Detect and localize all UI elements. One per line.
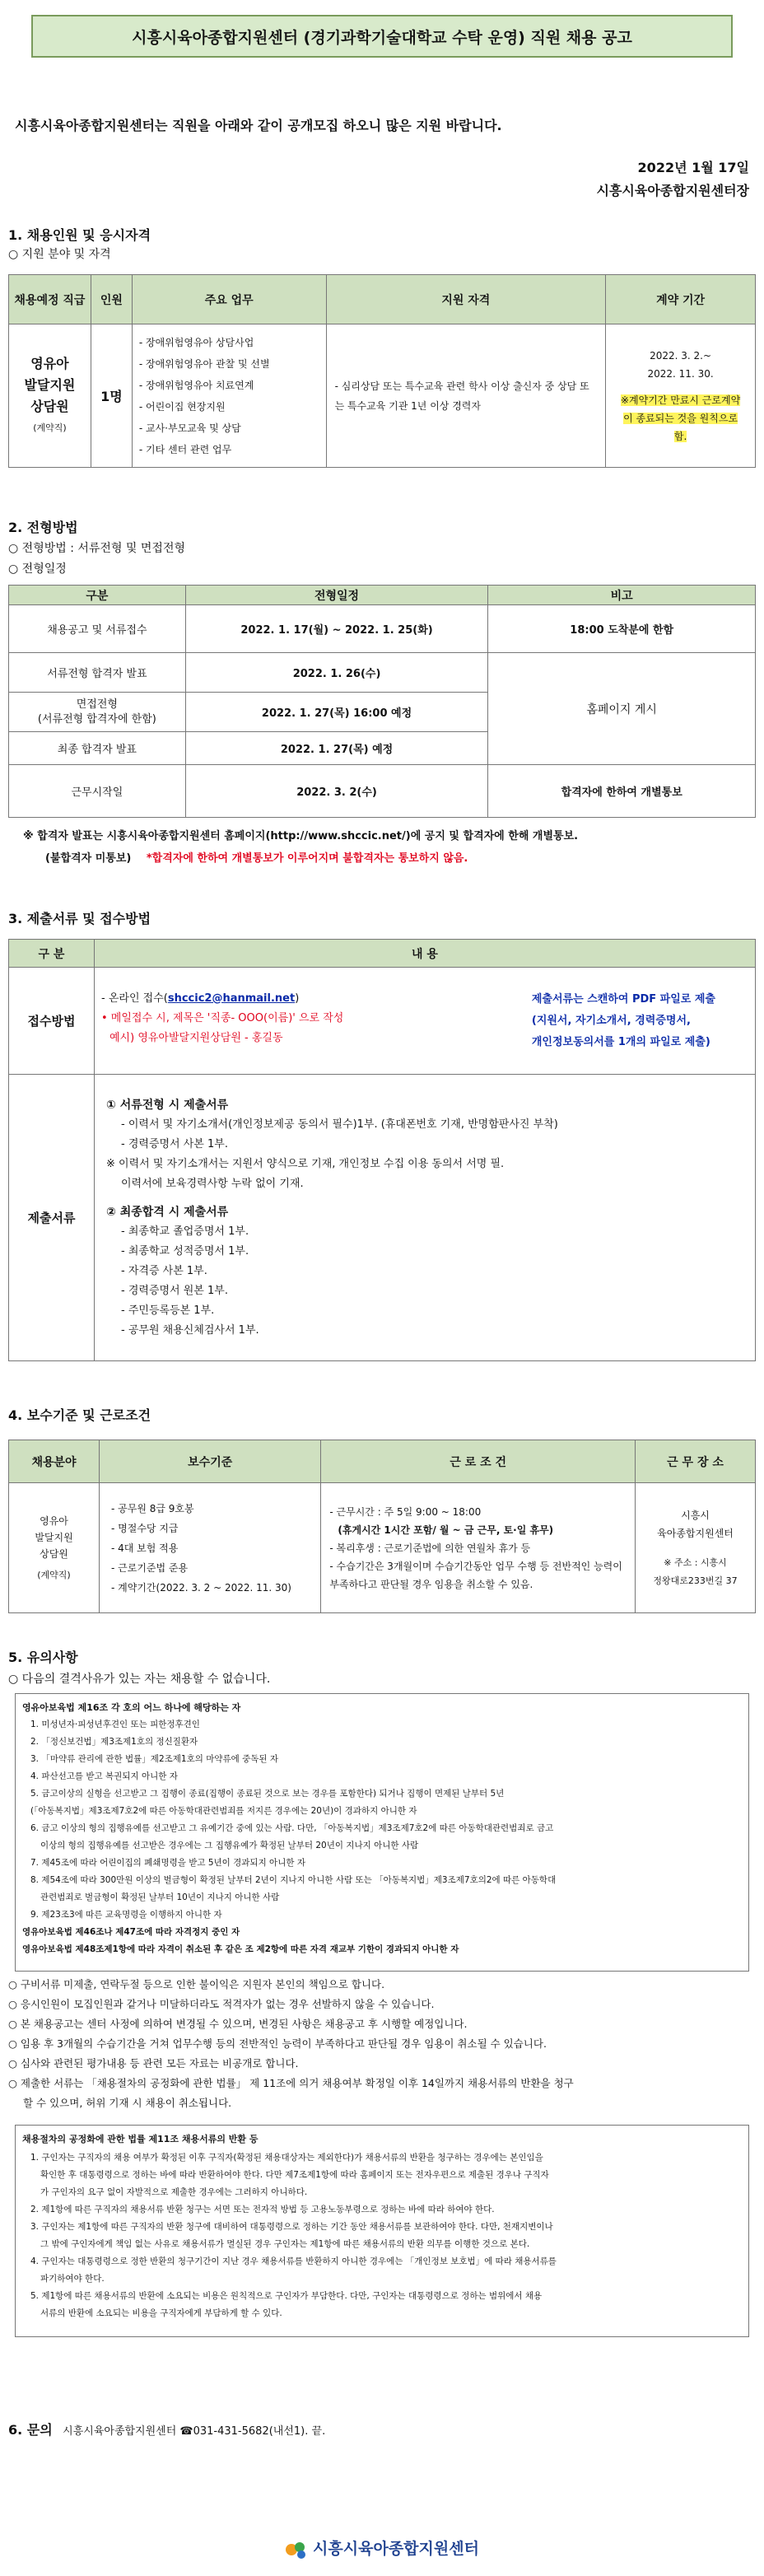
period-start: 2022. 3. 2.~ xyxy=(650,349,712,362)
duties-cell xyxy=(132,324,326,468)
qualification-cell: - 심리상담 또는 특수교육 관련 학사 이상 출신자 중 상담 또는 특수교육 기관 1년 이상 경력자 xyxy=(326,324,606,468)
box-item: 8. 제54조에 따라 300만원 이상의 벌금형이 확정된 날부터 2년이 지나지 아니한 사람 또는 「아동복지법」제3조제7호의2에 따른 아동학대 xyxy=(30,1875,557,1885)
th-place: 근 무 장 소 xyxy=(636,1440,756,1483)
center-logo-icon xyxy=(285,2540,308,2560)
docs-item: - 경력증명서 사본 1부. xyxy=(121,1137,228,1150)
box-item: 9. 제23조3에 따른 교육명령을 이행하지 아니한 자 xyxy=(30,1910,222,1920)
box-foot2: 영유아보육법 제48조제1항에 따라 자격이 취소된 후 같은 조 제2항에 따른 자격 재교부 기한이 경과되지 아니한 자 xyxy=(22,1944,459,1954)
law-title: 채용절차의 공정화에 관한 법률 제11조 채용서류의 반환 등 xyxy=(22,2134,259,2144)
th-category: 구분 xyxy=(9,586,186,605)
notes-list xyxy=(8,1975,749,2113)
row-schedule: 2022. 1. 17(월) ~ 2022. 1. 25(화) xyxy=(185,605,488,653)
title-text: 시흥시육아종합지원센터 (경기과학기술대학교 수탁 운영) 직원 채용 공고 xyxy=(132,28,632,47)
row-schedule: 2022. 3. 2(수) xyxy=(185,765,488,818)
position-line2: 발달지원 xyxy=(24,376,76,393)
duty-item: - 장애위험영유아 관찰 및 선별 xyxy=(138,357,270,370)
law-item: 서류의 반환에 소요되는 비용을 구직자에게 부담하게 할 수 있다. xyxy=(40,2308,282,2318)
law-box xyxy=(15,2125,749,2337)
th-duties: 주요 업무 xyxy=(132,275,326,324)
duty-item: - 기타 센터 관련 업무 xyxy=(138,443,232,455)
th-schedule: 전형일정 xyxy=(185,586,488,605)
row-schedule: 2022. 1. 26(수) xyxy=(185,653,488,693)
row-note: 18:00 도착분에 한함 xyxy=(488,605,756,653)
th-note: 비고 xyxy=(488,586,756,605)
section3-heading: 3. 제출서류 및 접수방법 xyxy=(8,911,151,926)
position-table xyxy=(8,274,756,468)
pay-cell: - 공무원 8급 9호봉 - 명절수당 지급 - 4대 보험 적용 - 근로기준법 준용 - 계약기간(2022. 3. 2 ~ 2022. 11. 30) xyxy=(100,1483,321,1613)
count-cell: 1명 xyxy=(91,324,132,468)
method-right2: (지원서, 자기소개서, 경력증명서, xyxy=(531,1014,691,1027)
law-item: 그 밖에 구인자에게 책임 없는 사유로 채용서류가 멸실된 경우 구인자는 제1항에 따른 채용서류의 반환 의무를 이행한 것으로 본다. xyxy=(40,2239,530,2249)
section5-heading: 5. 유의사항 xyxy=(8,1650,78,1665)
footer-text: 시흥시육아종합지원센터 xyxy=(313,2540,479,2558)
note-item: ○ 응시인원이 모집인원과 같거나 미달하더라도 적격자가 없는 경우 선발하지 않을 수 있습니다. xyxy=(8,1998,435,2010)
period-cell xyxy=(606,324,756,468)
submission-table xyxy=(8,939,756,1361)
th-conditions: 근 로 조 건 xyxy=(321,1440,636,1483)
section2-sub1: ○ 전형방법 : 서류전형 및 면접전형 xyxy=(8,542,185,555)
box-item: 7. 제45조에 따라 어린이집의 폐쇄명령을 받고 5년이 경과되지 아니한 자 xyxy=(30,1858,305,1868)
position-line3: 상담원 xyxy=(30,398,69,414)
docs-label: 제출서류 xyxy=(9,1075,95,1361)
schedule-table xyxy=(8,585,756,818)
note-item: ○ 임용 후 3개월의 수습기간을 거쳐 업무수행 등의 전반적인 능력이 부족하다고 판단될 경우 임용이 취소될 수 있습니다. xyxy=(8,2037,547,2050)
footer-org xyxy=(0,2536,764,2560)
box-item: 5. 금고이상의 실형을 선고받고 그 집행이 종료(집행이 종료된 것으로 보는 경우를 포함한다) 되거나 집행이 면제된 날부터 5년 xyxy=(30,1789,505,1799)
box-item: 이상의 형의 집행유예를 선고받은 경우에는 그 집행유예가 확정된 날부터 20년이 지나지 아니한 사람 xyxy=(40,1841,419,1850)
section5-sub: ○ 다음의 결격사유가 있는 자는 채용할 수 없습니다. xyxy=(8,1673,271,1686)
section2-heading: 2. 전형방법 xyxy=(8,520,78,535)
box-item: (「아동복지법」제3조제7호2에 따른 아동학대관련범죄를 저지른 경우에는 20년)이 경과하지 아니한 자 xyxy=(30,1806,417,1816)
position-note: (계약직) xyxy=(33,422,67,433)
row-note: 홈페이지 게시 xyxy=(488,653,756,765)
section1-heading: 1. 채용인원 및 응시자격 xyxy=(8,227,151,243)
contact-text: 시흥시육아종합지원센터 ☎031-431-5682(내선1). 끝. xyxy=(63,2425,326,2438)
note-item: ○ 구비서류 미제출, 연락두절 등으로 인한 불이익은 지원자 본인의 책임으로 합니다. xyxy=(8,1978,385,1990)
box-item: 3. 「마약류 관리에 관한 법률」제2조제1호의 마약류에 중독된 자 xyxy=(30,1754,279,1764)
issue-date: 2022년 1월 17일 xyxy=(637,160,749,175)
docs-item: - 공무원 채용신체검사서 1부. xyxy=(121,1323,259,1337)
th-count: 인원 xyxy=(91,275,132,324)
section4-heading: 4. 보수기준 및 근로조건 xyxy=(8,1407,151,1423)
intro-text: 시흥시육아종합지원센터는 직원을 아래와 같이 공개모집 하오니 많은 지원 바랍니다. xyxy=(15,118,502,133)
docs-item: - 자격증 사본 1부. xyxy=(121,1264,207,1277)
position-cell xyxy=(9,324,91,468)
section2-sub2: ○ 전형일정 xyxy=(8,562,67,576)
method-right1: 제출서류는 스캔하여 PDF 파일로 제출 xyxy=(531,992,715,1006)
box-title: 영유아보육법 제16조 각 호의 어느 하나에 해당하는 자 xyxy=(22,1702,241,1713)
position-line1: 영유아 xyxy=(30,355,69,371)
law-item: 5. 제1항에 따른 채용서류의 반환에 소요되는 비용은 원칙적으로 구인자가 부담한다. 다만, 구인자는 대통령령으로 정하는 범위에서 채용 xyxy=(30,2291,543,2301)
box-item: 2. 「정신보건법」제3조제1호의 정신질환자 xyxy=(30,1737,198,1747)
docs-heading-2: ② 최종합격 시 제출서류 xyxy=(106,1205,229,1219)
page-title xyxy=(31,15,733,58)
law-item: 3. 구인자는 제1항에 따른 구직자의 반환 청구에 대비하여 대통령령으로 정하는 기간 동안 채용서류를 보관하여야 한다. 다만, 천재지변이나 xyxy=(30,2222,553,2232)
section6-heading: 6. 문의 xyxy=(8,2422,53,2438)
note-item: ○ 제출한 서류는 「채용절차의 공정화에 관한 법률」 제 11조에 의거 채용여부 확정일 이후 14일까지 채용서류의 반환을 청구 xyxy=(8,2077,574,2089)
docs-cell xyxy=(95,1075,756,1361)
duty-item: - 교사·부모교육 및 상담 xyxy=(138,422,241,434)
email-link[interactable]: shccic2@hanmail.net xyxy=(167,992,296,1005)
docs-note2: 이력서에 보육경력사항 누락 없이 기재. xyxy=(121,1177,304,1190)
law-item: 가 구인자의 요구 없이 자발적으로 제출한 경우에는 그러하지 아니하다. xyxy=(40,2187,308,2197)
period-note: ※계약기간 만료시 근로계약이 종료되는 것을 원칙으로 함. xyxy=(620,394,741,442)
th-field: 채용분야 xyxy=(9,1440,100,1483)
law-item: 파기하여야 한다. xyxy=(40,2274,105,2284)
box-item: 6. 금고 이상의 형의 집행유예를 선고받고 그 유예기간 중에 있는 사람. 다만, 「아동복지법」제3조제7호2에 따른 아동학대관련범죄로 금고 xyxy=(30,1823,554,1833)
row-label: 면접전형 (서류전형 합격자에 한함) xyxy=(9,693,186,732)
period-end: 2022. 11. 30. xyxy=(647,367,714,380)
section1-sub: ○ 지원 분야 및 자격 xyxy=(8,248,111,261)
th-pay: 보수기준 xyxy=(100,1440,321,1483)
duty-item: - 장애위험영유아 치료연계 xyxy=(138,379,254,391)
th-qualification: 지원 자격 xyxy=(326,275,606,324)
method-line2: • 메일접수 시, 제목은 '직종- OOO(이름)' 으로 작성 xyxy=(101,1011,344,1024)
row-label: 채용공고 및 서류접수 xyxy=(9,605,186,653)
conditions-table xyxy=(8,1440,756,1613)
row-schedule: 2022. 1. 27(목) 16:00 예정 xyxy=(185,693,488,732)
method-cell xyxy=(95,968,756,1075)
row-note: 합격자에 한하여 개별통보 xyxy=(488,765,756,818)
row-schedule: 2022. 1. 27(목) 예정 xyxy=(185,732,488,765)
th-period: 계약 기간 xyxy=(606,275,756,324)
note-item: 할 수 있으며, 허위 기재 시 채용이 취소됩니다. xyxy=(23,2097,232,2109)
disqualification-box xyxy=(15,1693,749,1972)
box-item: 4. 파산선고를 받고 복권되지 아니한 자 xyxy=(30,1771,178,1781)
notice-1: ※ 합격자 발표는 시흥시육아종합지원센터 홈페이지(http://www.shccic.net/)에 공지 및 합격자에 한해 개별통보. xyxy=(23,830,579,842)
docs-item: - 경력증명서 원본 1부. xyxy=(121,1284,228,1297)
law-item: 2. 제1항에 따른 구직자의 채용서류 반환 청구는 서면 또는 전자적 방법 등 고용노동부령으로 정하는 바에 따라 하여야 한다. xyxy=(30,2205,495,2214)
law-item: 1. 구인자는 구직자의 채용 여부가 확정된 이후 구직자(확정된 채용대상자는 제외한다)가 채용서류의 반환을 청구하는 경우에는 본인임을 xyxy=(30,2153,543,2163)
method-email-line: - 온라인 접수(shccic2@hanmail.net) xyxy=(101,992,300,1005)
notice-2a: (불합격자 미통보) xyxy=(45,852,132,865)
cond-cell: - 근무시간 : 주 5일 9:00 ~ 18:00 (휴게시간 1시간 포함/ 월 ~ 금 근무, 토·일 휴무) - 복리후생 : 근로기준법에 의한 연월차 휴가 등 - 수습기간은 3개월이며 수습기간동안 업무 수행 등 전반적인 능력이 부족하다고 판단될 경우 임용을 취소할 수 있음. xyxy=(321,1483,636,1613)
row-label: 최종 합격자 발표 xyxy=(9,732,186,765)
note-item: ○ 심사와 관련된 평가내용 등 관련 모든 자료는 비공개로 합니다. xyxy=(8,2057,299,2070)
note-item: ○ 본 채용공고는 센터 사정에 의하여 변경될 수 있으며, 변경된 사항은 채용공고 후 시행할 예정입니다. xyxy=(8,2018,468,2030)
th-position: 채용예정 직급 xyxy=(9,275,91,324)
docs-item: - 이력서 및 자기소개서(개인정보제공 동의서 필수)1부. (휴대폰번호 기재, 반명함판사진 부착) xyxy=(121,1118,558,1131)
box-item: 1. 미성년자·피성년후견인 또는 피한정후견인 xyxy=(30,1720,200,1729)
field-cell: 영유아 발달지원 상담원 (계약직) xyxy=(9,1483,100,1613)
method-line3: 예시) 영유아발달지원상담원 - 홍길동 xyxy=(109,1031,283,1044)
row-label: 근무시작일 xyxy=(9,765,186,818)
box-foot1: 영유아보육법 제46조나 제47조에 따라 자격정지 중인 자 xyxy=(22,1927,240,1937)
box-item: 관련범죄로 벌금형이 확정된 날부터 10년이 지나지 아니한 사람 xyxy=(40,1892,280,1902)
method-right3: 개인정보동의서를 1개의 파일로 제출) xyxy=(531,1035,710,1048)
row-label: 서류전형 합격자 발표 xyxy=(9,653,186,693)
notice-2 xyxy=(45,848,468,870)
docs-item: - 주민등록등본 1부. xyxy=(121,1304,215,1317)
th-content: 내 용 xyxy=(95,940,756,968)
docs-item: - 최종학교 성적증명서 1부. xyxy=(121,1244,249,1258)
issuer: 시흥시육아종합지원센터장 xyxy=(596,183,749,198)
docs-note1: ※ 이력서 및 자기소개서는 지원서 양식으로 기재, 개인정보 수집 이용 동의서 서명 필. xyxy=(106,1157,505,1170)
method-label: 접수방법 xyxy=(9,968,95,1075)
section6 xyxy=(8,2420,325,2438)
issue-block xyxy=(597,156,749,203)
duty-item: - 장애위험영유아 상담사업 xyxy=(138,336,254,348)
law-item: 4. 구인자는 대통령령으로 정한 반환의 청구기간이 지난 경우 채용서류를 반환하지 아니한 경우에는 「개인정보 보호법」에 따라 채용서류를 xyxy=(30,2256,557,2266)
notice-2b: *합격자에 한하여 개별통보가 이루어지며 불합격자는 통보하지 않음. xyxy=(146,852,468,865)
th-division: 구 분 xyxy=(9,940,95,968)
place-cell: 시흥시 육아종합지원센터 ※ 주소 : 시흥시 정왕대로233번길 37 xyxy=(636,1483,756,1613)
docs-item: - 최종학교 졸업증명서 1부. xyxy=(121,1225,249,1238)
law-item: 확인한 후 대통령령으로 정하는 바에 따라 반환하여야 한다. 다만 제7조제1항에 따라 홈페이지 또는 전자우편으로 제출된 경우나 구직자 xyxy=(40,2170,549,2180)
duty-item: - 어린이집 현장지원 xyxy=(138,400,226,413)
docs-heading-1: ① 서류전형 시 제출서류 xyxy=(106,1098,229,1112)
